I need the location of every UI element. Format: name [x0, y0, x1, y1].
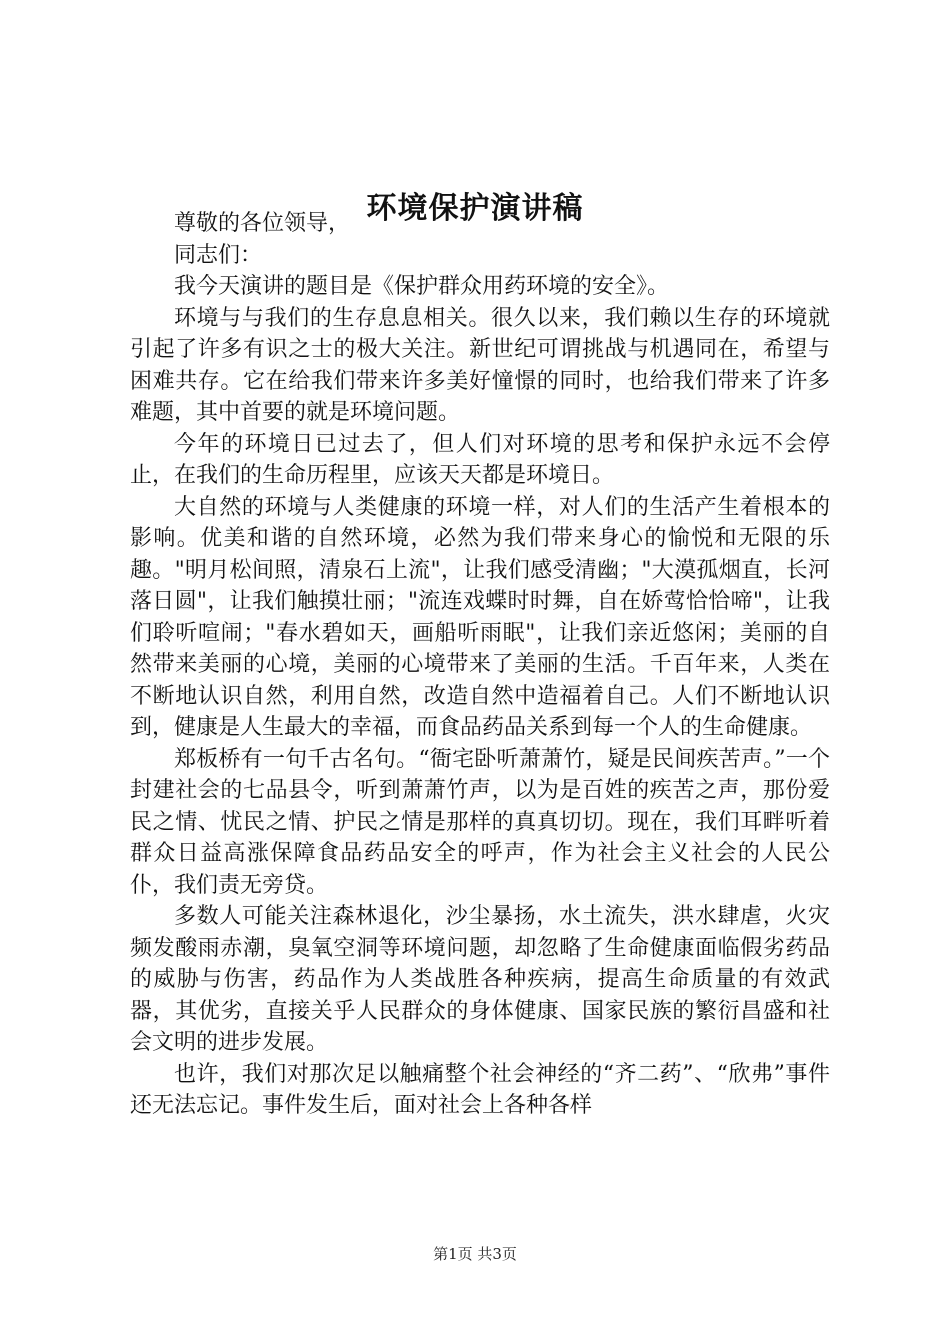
- paragraph-incident: 也许，我们对那次足以触痛整个社会神经的“齐二药”、“欣弗”事件还无法忘记。事件发生后，面对社会上各种各样: [130, 1061, 830, 1118]
- paragraph-environment-day: 今年的环境日已过去了，但人们对环境的思考和保护永远不会停止，在我们的生命历程里，应该天天都是环境日。: [130, 431, 830, 488]
- document-body: [130, 208, 830, 1188]
- paragraph-nature-health: 大自然的环境与人类健康的环境一样，对人们的生活产生着根本的影响。优美和谐的自然环境，必然为我们带来身心的愉悦和无限的乐趣。"明月松间照，清泉石上流"，让我们感受清幽；"大漠孤烟直，长河落日圆"，让我们触摸壮丽；"流连戏蝶时时舞，自在娇莺恰恰啼"，让我们聆听喧闹；"春水碧如天，画船听雨眠"，让我们亲近悠闲；美丽的自然带来美丽的心境，美丽的心境带来了美丽的生活。千百年来，人类在不断地认识自然，利用自然，改造自然中造福着自己。人们不断地认识到，健康是人生最大的幸福，而食品药品关系到每一个人的生命健康。: [130, 494, 830, 740]
- paragraph-zheng-banqiao: 郑板桥有一句千古名句。“衙宅卧听萧萧竹，疑是民间疾苦声。”一个封建社会的七品县令，听到萧萧竹声，以为是百姓的疾苦之声，那份爱民之情、忧民之情、护民之情是那样的真真切切。现在，我们耳畔听着群众日益高涨保障食品药品安全的呼声，作为社会主义社会的人民公仆，我们责无旁贷。: [130, 746, 830, 898]
- paragraph-comrades: 同志们：: [174, 242, 263, 268]
- paragraph-environment-survival: 环境与与我们的生存息息相关。很久以来，我们赖以生存的环境就引起了许多有识之士的极大关注。新世纪可谓挑战与机遇同在，希望与困难共存。它在给我们带来许多美好憧憬的同时，也给我们带来了许多难题，其中首要的就是环境问题。: [130, 305, 830, 425]
- paragraph-salutation: 尊敬的各位领导，: [174, 211, 351, 236]
- paragraph-environmental-issues: 多数人可能关注森林退化，沙尘暴扬，水土流失，洪水肆虐，火灾频发酸雨赤潮，臭氧空洞等环境问题，却忽略了生命健康面临假劣药品的威胁与伤害，药品作为人类战胜各种疾病，提高生命质量的有效武器，其优劣，直接关乎人民群众的身体健康、国家民族的繁衍昌盛和社会文明的进步发展。: [130, 904, 830, 1055]
- document-title: 环境保护演讲稿: [366, 191, 584, 226]
- page-number-footer: 第1页 共3页: [433, 1245, 517, 1263]
- paragraph-topic: 我今天演讲的题目是《保护群众用药环境的安全》。: [174, 274, 670, 299]
